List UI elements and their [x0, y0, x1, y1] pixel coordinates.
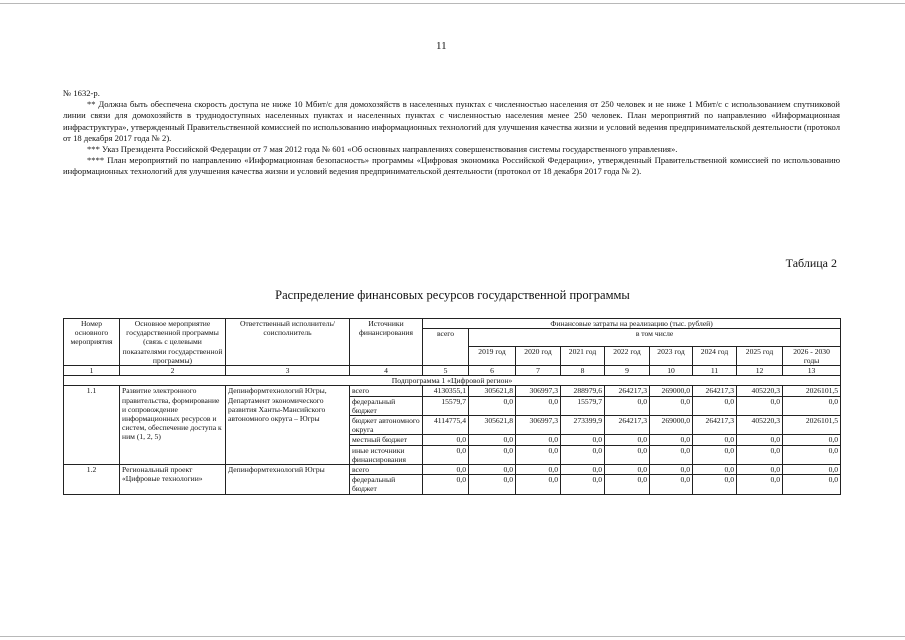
footnote-line-start: № 1632-р. — [63, 88, 100, 98]
funding-value: 0,0 — [469, 445, 516, 464]
funding-value: 264217,3 — [605, 386, 650, 396]
table-title: Распределение финансовых ресурсов государственной программы — [275, 288, 630, 302]
funding-value: 0,0 — [737, 435, 783, 445]
header-source: Источники финансирования — [350, 319, 423, 366]
funding-value: 0,0 — [469, 396, 516, 415]
column-number: 9 — [605, 366, 650, 376]
column-number: 6 — [469, 366, 516, 376]
header-executor: Ответственный исполнитель/соисполнитель — [226, 319, 350, 366]
activity-name: Региональный проект «Цифровые технологии» — [120, 465, 226, 495]
footnote-3: *** Указ Президента Российской Федерации от 7 мая 2012 года № 601 «Об основных направлениях совершенствования системы государственного управления». — [87, 144, 678, 155]
funding-value: 0,0 — [516, 445, 561, 464]
funding-value: 0,0 — [469, 475, 516, 494]
header-year: 2024 год — [693, 346, 737, 365]
header-year: 2020 год — [516, 346, 561, 365]
footnote-4: **** План мероприятий по направлению «Информационная безопасность» программы «Цифровая экономика Российской Федерации», утвержденный Правительственной комиссией по использованию информационных технологий для улучшения качества жизни и условий ведения предпринимательской деятельности (протокол от 18 декабря 2017 года № 2). — [63, 155, 840, 177]
header-year: 2022 год — [605, 346, 650, 365]
funding-value: 0,0 — [469, 465, 516, 475]
funding-value: 0,0 — [423, 435, 469, 445]
funding-value: 0,0 — [605, 475, 650, 494]
funding-value: 2026101,5 — [783, 386, 841, 396]
funding-value: 0,0 — [783, 435, 841, 445]
header-activity: Основное мероприятие государственной программы (связь с целевыми показателями государственной программы) — [120, 319, 226, 366]
funding-value: 0,0 — [561, 445, 605, 464]
funding-value: 273399,9 — [561, 416, 605, 435]
funding-value: 0,0 — [516, 435, 561, 445]
header-row-1 — [64, 319, 841, 329]
funding-value: 0,0 — [516, 465, 561, 475]
funding-value: 0,0 — [423, 475, 469, 494]
activity-executor: Депинформтехнологий Югры — [226, 465, 350, 495]
funding-value: 288979,6 — [561, 386, 605, 396]
column-number: 10 — [650, 366, 693, 376]
header-total: всего — [423, 329, 469, 366]
funding-value: 0,0 — [605, 445, 650, 464]
scan-edge-top — [0, 3, 905, 4]
funding-value: 0,0 — [605, 396, 650, 415]
column-number: 13 — [783, 366, 841, 376]
column-number: 11 — [693, 366, 737, 376]
activity-name: Развитие электронного правительства, формирование и сопровождение информационных ресурсов и систем, обеспечение доступа к ним (1, 2, 5) — [120, 386, 226, 465]
table-row — [64, 465, 841, 475]
funding-value: 269000,0 — [650, 416, 693, 435]
funding-source: федеральный бюджет — [350, 396, 423, 415]
funding-value: 0,0 — [605, 465, 650, 475]
funding-value: 264217,3 — [693, 386, 737, 396]
funding-value: 405220,3 — [737, 386, 783, 396]
header-year: 2025 год — [737, 346, 783, 365]
subprogram-row — [64, 376, 841, 386]
funding-source: всего — [350, 465, 423, 475]
funding-source: бюджет автономного округа — [350, 416, 423, 435]
column-number: 2 — [120, 366, 226, 376]
funding-value: 0,0 — [516, 475, 561, 494]
header-num: Номер основного мероприятия — [64, 319, 120, 366]
funding-value: 305621,8 — [469, 416, 516, 435]
funding-value: 0,0 — [737, 445, 783, 464]
header-year: 2021 год — [561, 346, 605, 365]
funding-value: 0,0 — [605, 435, 650, 445]
funding-value: 264217,3 — [693, 416, 737, 435]
funding-value: 0,0 — [516, 396, 561, 415]
funding-value: 0,0 — [650, 475, 693, 494]
funding-source: федеральный бюджет — [350, 475, 423, 494]
funding-value: 0,0 — [423, 465, 469, 475]
activity-number: 1.1 — [64, 386, 120, 465]
funding-value: 4130355,1 — [423, 386, 469, 396]
footnotes — [63, 88, 840, 178]
financial-resources-table — [63, 318, 841, 495]
table-label: Таблица 2 — [785, 256, 837, 270]
column-number: 7 — [516, 366, 561, 376]
funding-source: иные источники финансирования — [350, 445, 423, 464]
funding-value: 0,0 — [423, 445, 469, 464]
funding-value: 306997,3 — [516, 416, 561, 435]
header-including: в том числе — [469, 329, 841, 346]
funding-value: 0,0 — [693, 465, 737, 475]
column-number: 8 — [561, 366, 605, 376]
funding-value: 0,0 — [693, 396, 737, 415]
funding-value: 15579,7 — [423, 396, 469, 415]
funding-value: 264217,3 — [605, 416, 650, 435]
page-number: 11 — [436, 40, 447, 52]
activity-executor: Депинформтехнологий Югры, Департамент экономического развития Ханты-Мансийского автономного округа – Югры — [226, 386, 350, 465]
funding-value: 0,0 — [650, 396, 693, 415]
funding-value: 306997,3 — [516, 386, 561, 396]
table-row — [64, 386, 841, 396]
header-costs: Финансовые затраты на реализацию (тыс. рублей) — [423, 319, 841, 329]
activity-number: 1.2 — [64, 465, 120, 495]
funding-value: 0,0 — [783, 475, 841, 494]
funding-value: 0,0 — [693, 475, 737, 494]
column-number: 5 — [423, 366, 469, 376]
funding-value: 4114775,4 — [423, 416, 469, 435]
column-number: 1 — [64, 366, 120, 376]
funding-value: 0,0 — [693, 445, 737, 464]
funding-value: 0,0 — [650, 435, 693, 445]
funding-value: 0,0 — [650, 445, 693, 464]
funding-value: 305621,8 — [469, 386, 516, 396]
footnote-2: ** Должна быть обеспечена скорость доступа не ниже 10 Мбит/с для домохозяйств в населенных пунктах с численностью населения от 250 человек и не ниже 1 Мбит/с с использованием спутниковой линии связи для домохозяйств в труднодоступных населенных пунктах и населенных пунктах с численностью населения менее 250 человек. План мероприятий по направлению «Информационная инфраструктура», утвержденный Правительственной комиссией по использованию информационных технологий для улучшения качества жизни и условий ведения предпринимательской деятельности (протокол от 18 декабря 2017 года № 2). — [63, 99, 840, 143]
header-year: 2023 год — [650, 346, 693, 365]
funding-value: 0,0 — [783, 396, 841, 415]
funding-value: 0,0 — [561, 435, 605, 445]
subprogram-title: Подпрограмма 1 «Цифровой регион» — [64, 376, 841, 386]
column-number: 4 — [350, 366, 423, 376]
funding-value: 2026101,5 — [783, 416, 841, 435]
funding-value: 0,0 — [650, 465, 693, 475]
funding-value: 269000,0 — [650, 386, 693, 396]
column-number-row — [64, 366, 841, 376]
funding-value: 0,0 — [561, 475, 605, 494]
column-number: 3 — [226, 366, 350, 376]
funding-source: всего — [350, 386, 423, 396]
funding-value: 0,0 — [737, 475, 783, 494]
funding-value: 0,0 — [561, 465, 605, 475]
column-number: 12 — [737, 366, 783, 376]
header-year: 2019 год — [469, 346, 516, 365]
funding-value: 405220,3 — [737, 416, 783, 435]
header-year: 2026 - 2030 годы — [783, 346, 841, 365]
funding-value: 0,0 — [737, 465, 783, 475]
scan-edge-bottom — [0, 636, 905, 637]
funding-value: 0,0 — [783, 445, 841, 464]
funding-value: 15579,7 — [561, 396, 605, 415]
funding-value: 0,0 — [783, 465, 841, 475]
funding-value: 0,0 — [737, 396, 783, 415]
funding-value: 0,0 — [693, 435, 737, 445]
funding-source: местный бюджет — [350, 435, 423, 445]
funding-value: 0,0 — [469, 435, 516, 445]
